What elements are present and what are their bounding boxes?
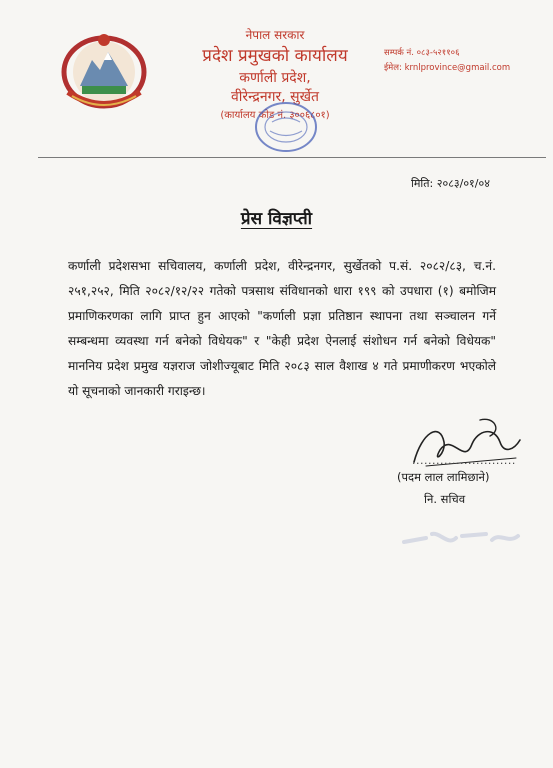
page-title-text: प्रेस विज्ञप्ती: [240, 209, 313, 229]
issue-date: मिति: २०८३/०१/०४: [411, 177, 490, 190]
letterhead-city: वीरेन्द्रनगर, सुर्खेत: [230, 89, 320, 105]
header-divider: [38, 157, 546, 158]
letterhead-office-code: (कार्यालय कोड नं. ३००६८०१): [220, 110, 330, 121]
signature-line: ..........................: [412, 454, 516, 467]
faint-stamp-impression-icon: [396, 520, 526, 558]
signer-title: नि. सचिव: [424, 492, 466, 506]
letterhead-government: नेपाल सरकार: [245, 28, 305, 42]
contact-block: [384, 46, 510, 76]
notice-body: कर्णाली प्रदेशसभा सचिवालय, कर्णाली प्रदेश, वीरेन्द्रनगर, सुर्खेतको प.सं. २०८२/८३, च.नं. २५१,२५२, मिति २०८२/१२/२२ गतेको पत्रसाथ संविधानको धारा १९९ को उपधारा (१) बमोजिम प्रमाणिकरणका लागि प्राप्त हुन आएको "कर्णाली प्रज्ञा प्रतिष्ठान स्थापना तथा सञ्चालन गर्ने सम्बन्धमा व्यवस्था गर्न बनेको विधेयक" र "केही प्रदेश ऐनलाई संशोधन गर्न बनेको विधेयक" माननिय प्रदेश प्रमुख यज्ञराज जोशीज्यूबाट मिति २०८३ साल वैशाख ४ गते प्रमाणीकरण भएकोले यो सूचनाको जानकारी गराइन्छ।: [68, 259, 496, 398]
contact-email: ईमेल: krnlprovince@gmail.com: [384, 63, 511, 73]
office-stamp-icon: [250, 98, 322, 156]
letterhead-office: प्रदेश प्रमुखको कार्यालय: [202, 46, 348, 66]
contact-phone: सम्पर्क नं. ०८३-५२११०६: [384, 48, 460, 58]
signer-name: (पदम लाल लामिछाने): [397, 470, 490, 484]
letterhead-province: कर्णाली प्रदेश,: [239, 70, 311, 86]
page-title: [0, 206, 553, 229]
nepal-emblem-icon: [58, 30, 150, 110]
